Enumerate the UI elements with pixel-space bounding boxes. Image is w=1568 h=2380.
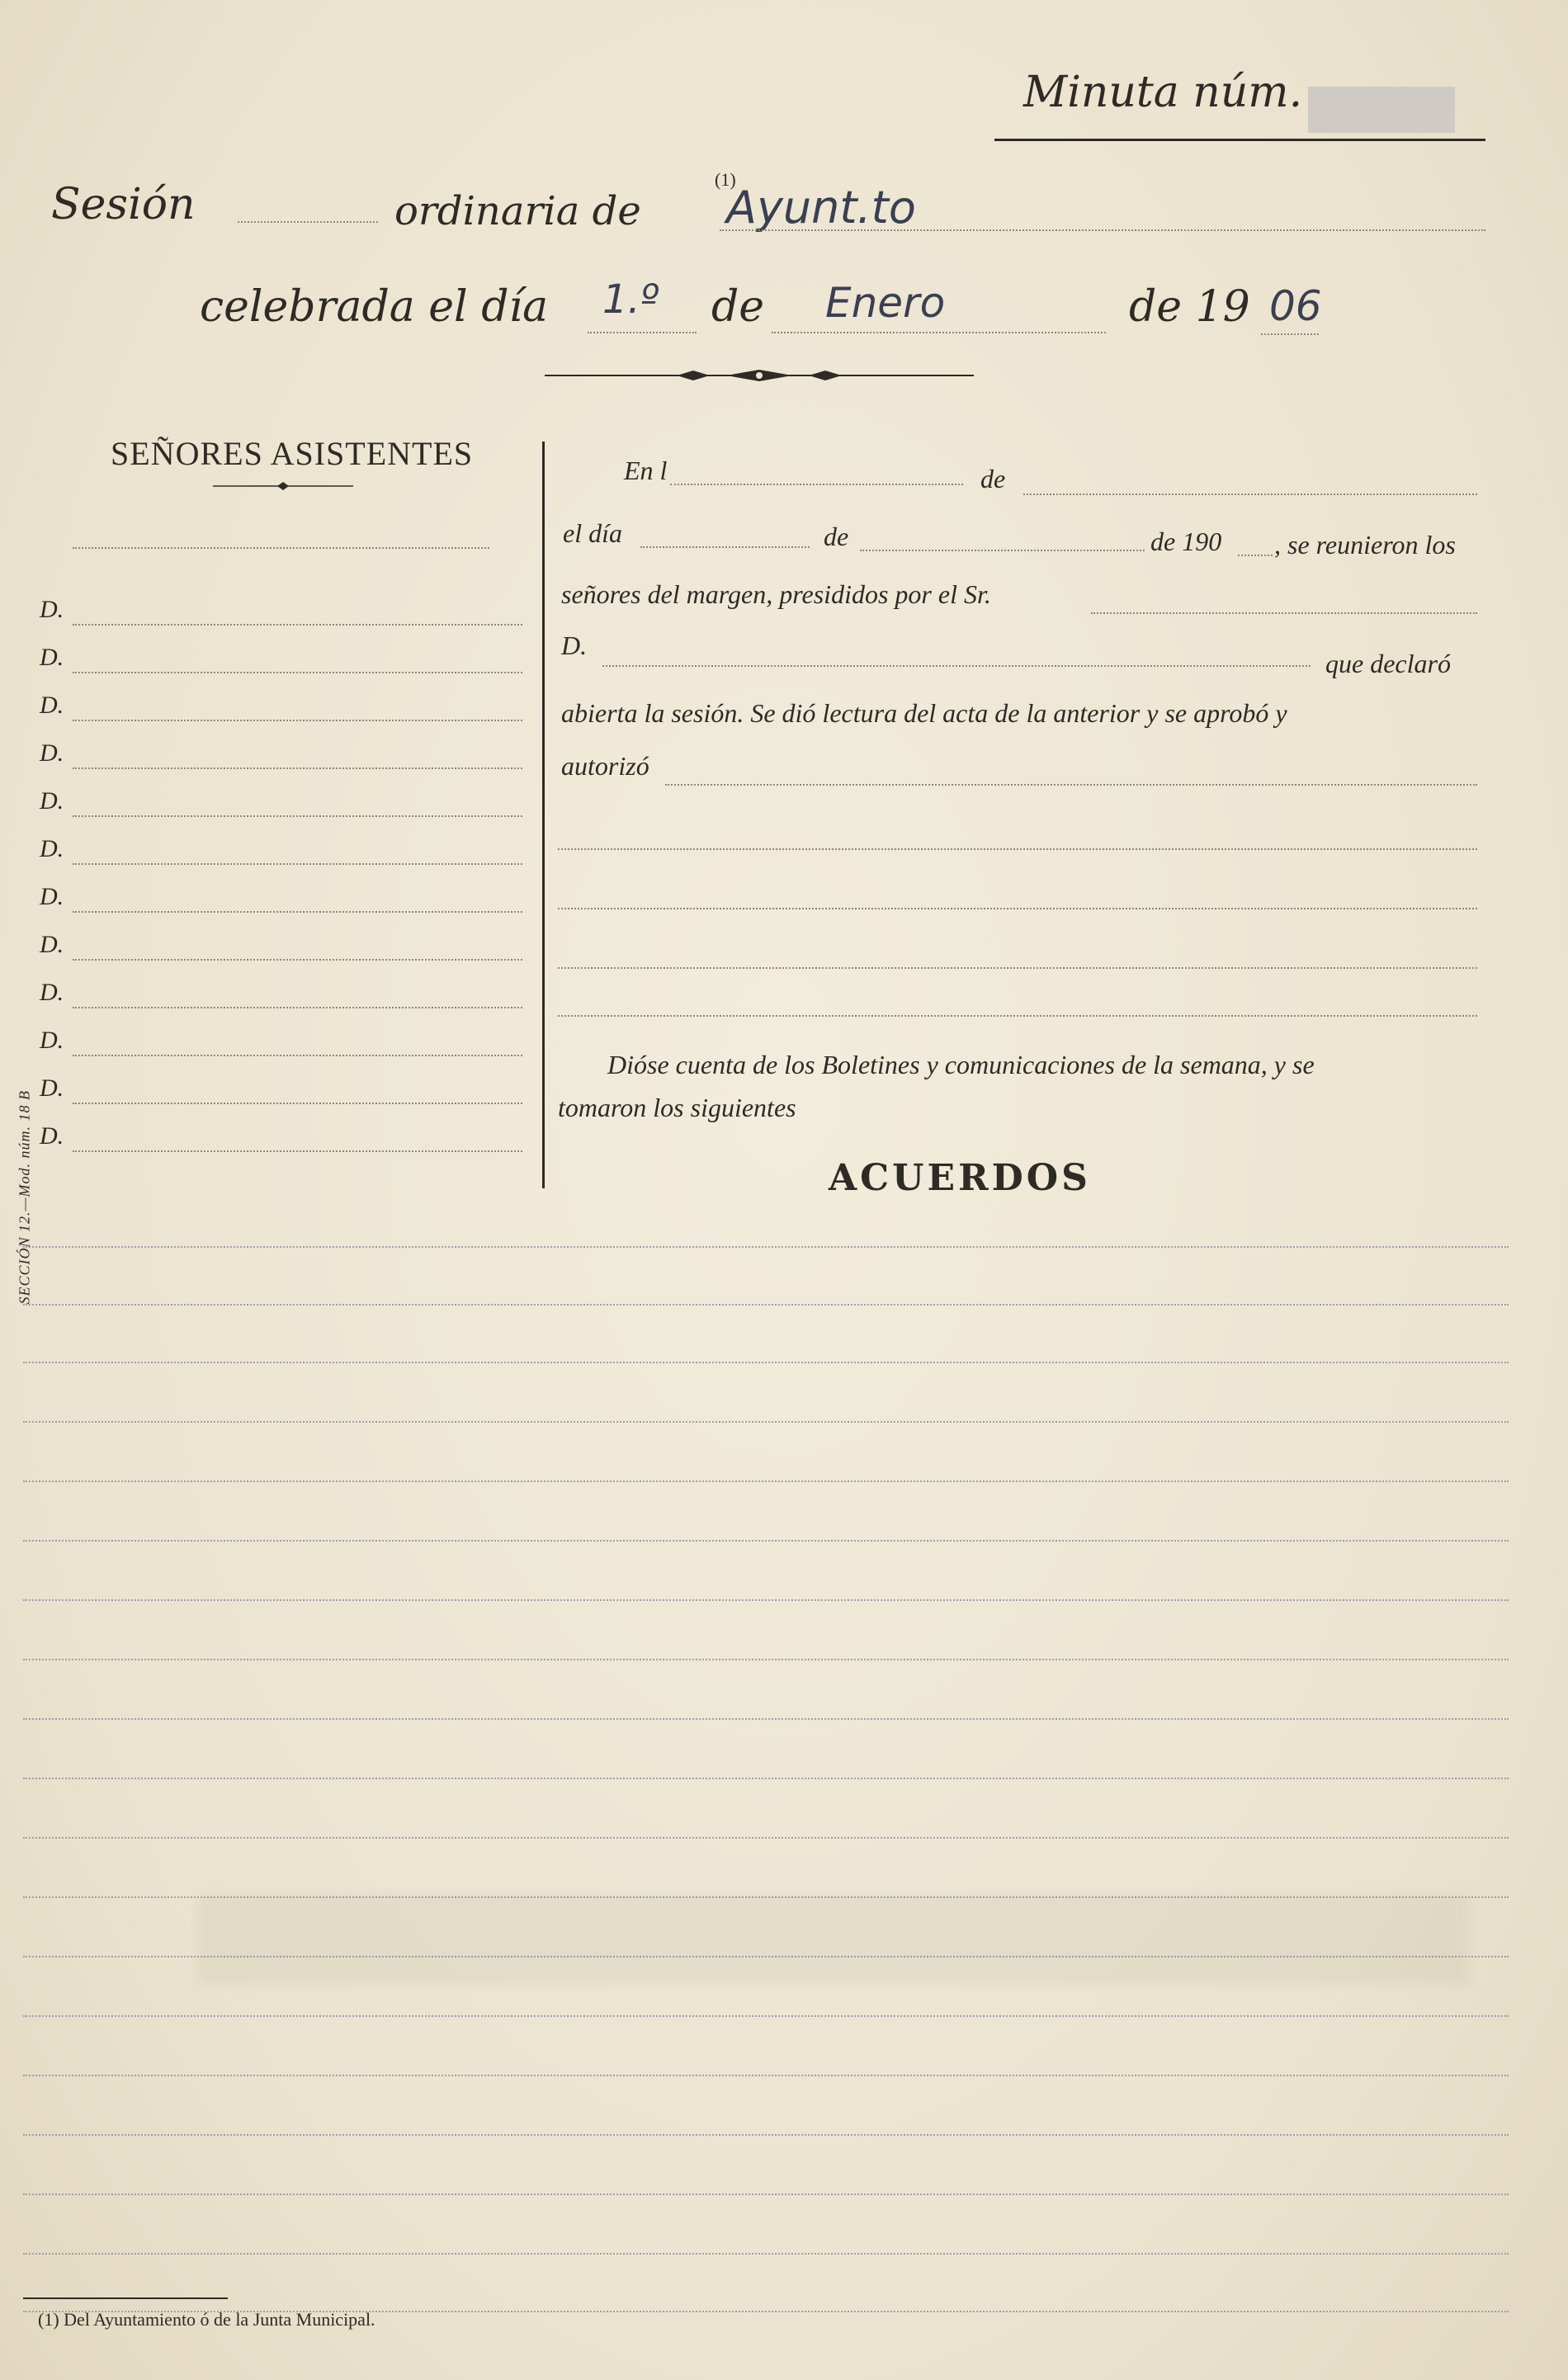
- ruled-line: [23, 2193, 1509, 2195]
- ruled-line: [23, 1421, 1509, 1423]
- attendees-title-rule: [213, 480, 353, 492]
- attendee-blank: [73, 863, 522, 865]
- en-l-text: En l: [624, 456, 668, 485]
- month-blank: [772, 332, 1106, 333]
- celebrada-text: celebrada el día: [200, 282, 549, 332]
- body-blank-line: [558, 908, 1477, 909]
- year-blank: [1261, 333, 1319, 335]
- attendees-first-blank: [73, 547, 489, 549]
- attendee-blank: [73, 672, 522, 673]
- el-dia-blank: [640, 546, 810, 548]
- se-reunieron-text: , se reunieron los: [1274, 530, 1456, 560]
- ruled-line: [23, 1718, 1509, 1720]
- attendee-blank: [73, 1007, 522, 1008]
- attendee-blank: [73, 911, 522, 913]
- attendee-label: D.: [40, 1027, 64, 1054]
- autorizo-text: autorizó: [561, 751, 649, 781]
- column-divider: [542, 442, 545, 1188]
- attendee-label: D.: [40, 979, 64, 1006]
- footnote-text: (1) Del Ayuntamiento ó de la Junta Municipal.: [38, 2309, 375, 2330]
- sesion-blank: [238, 221, 378, 223]
- attendee-label: D.: [40, 835, 64, 862]
- handwritten-year: 06: [1269, 282, 1322, 330]
- ruled-line: [23, 2015, 1509, 2017]
- ruled-line: [23, 2134, 1509, 2136]
- de-blank-1: [1023, 493, 1477, 495]
- attendee-blank: [73, 959, 522, 961]
- ordinaria-de: ordinaria de: [394, 188, 641, 234]
- handwritten-month: Enero: [825, 279, 946, 327]
- attendee-label: D.: [40, 883, 64, 910]
- body-name-blank: [720, 229, 1485, 231]
- ruled-line: [23, 2075, 1509, 2076]
- ruled-line: [23, 1599, 1509, 1601]
- minuta-number-box: [1308, 87, 1455, 133]
- handwritten-body-name: Ayunt.to: [726, 182, 916, 234]
- de-blank-2: [860, 550, 1145, 551]
- attendee-label: D.: [40, 739, 64, 767]
- attendee-blank: [73, 624, 522, 626]
- senores-blank: [1091, 612, 1477, 614]
- attendee-label: D.: [40, 787, 64, 815]
- body-blank-line: [558, 967, 1477, 969]
- de-190-blank: [1238, 555, 1273, 556]
- minuta-underline: [994, 139, 1485, 141]
- ruled-line: [23, 1304, 1509, 1306]
- de-190-text: de 190: [1150, 527, 1222, 556]
- en-l-blank: [670, 484, 963, 485]
- d-text: D.: [561, 630, 588, 660]
- attendees-title: SEÑORES ASISTENTES: [111, 435, 474, 472]
- side-section-label: SECCIÓN 12.—Mod. núm. 18 B: [16, 1090, 33, 1305]
- ruled-line: [23, 1362, 1509, 1363]
- ruled-line: [23, 1540, 1509, 1542]
- attendee-label: D.: [40, 1122, 64, 1150]
- attendee-label: D.: [40, 644, 64, 671]
- bleed-through-shadow: [198, 1894, 1469, 1985]
- attendee-blank: [73, 767, 522, 769]
- que-declaro-text: que declaró: [1325, 649, 1451, 678]
- ruled-line: [23, 1659, 1509, 1660]
- attendee-blank: [73, 1150, 522, 1152]
- day-blank: [588, 332, 697, 333]
- de-year-prefix: de 19: [1129, 282, 1250, 332]
- abierta-text: abierta la sesión. Se dió lectura del acta de la anterior y se aprobó y: [561, 698, 1287, 728]
- ruled-line: [23, 1246, 1509, 1248]
- attendee-blank: [73, 720, 522, 721]
- attendee-blank: [73, 815, 522, 817]
- attendee-label: D.: [40, 596, 64, 623]
- de-month-word: de: [711, 282, 765, 332]
- attendee-label: D.: [40, 1074, 64, 1102]
- ruled-line: [23, 1480, 1509, 1482]
- de-text-1: de: [980, 464, 1006, 493]
- d-blank: [602, 665, 1311, 667]
- attendee-label: D.: [40, 931, 64, 958]
- ruled-line: [23, 2253, 1509, 2255]
- ruled-line: [23, 1837, 1509, 1839]
- de-text-2: de: [824, 522, 849, 551]
- attendee-blank: [73, 1055, 522, 1056]
- body-blank-line: [558, 1015, 1477, 1017]
- body-blank-line: [558, 848, 1477, 850]
- footnote-marker: (1): [715, 169, 736, 190]
- footnote-rule: [23, 2297, 228, 2299]
- minuta-label: Minuta núm.: [1023, 68, 1303, 117]
- attendee-label: D.: [40, 692, 64, 719]
- diose-text: Dióse cuenta de los Boletines y comunicaciones de la semana, y se: [607, 1050, 1315, 1079]
- attendee-blank: [73, 1103, 522, 1104]
- tomaron-text: tomaron los siguientes: [558, 1093, 796, 1122]
- autorizo-blank: [665, 784, 1477, 786]
- ornament-divider: [545, 363, 974, 388]
- senores-text: señores del margen, presididos por el Sr.: [561, 579, 991, 609]
- acuerdos-heading: ACUERDOS: [829, 1157, 1091, 1199]
- sesion-word: Sesión: [51, 180, 196, 229]
- ruled-line: [23, 1778, 1509, 1779]
- el-dia-text: el día: [563, 518, 622, 548]
- handwritten-day: 1.º: [602, 276, 659, 323]
